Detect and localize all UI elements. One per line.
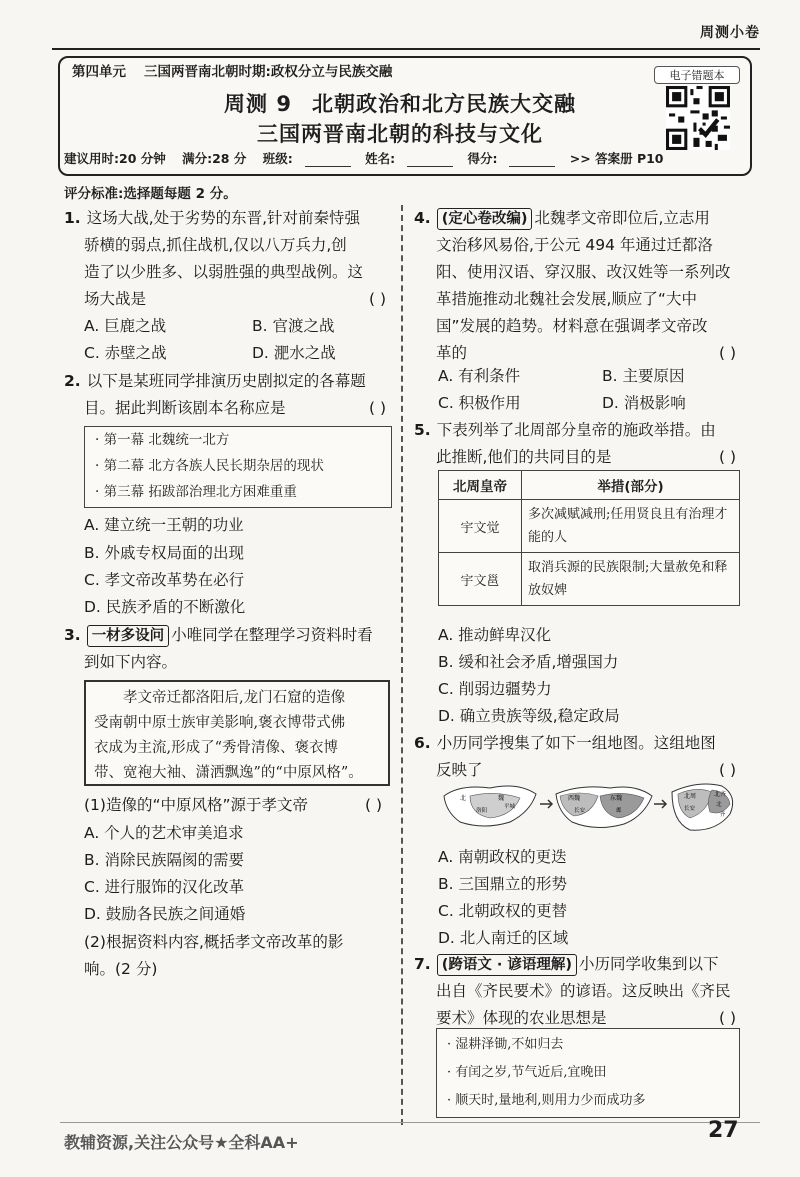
q5-option-c[interactable]: C. 削弱边疆势力 [438,680,552,698]
q4-option-a[interactable]: A. 有利条件 [438,367,521,385]
q7-line-2: 出自《齐民要术》的谚语。这反映出《齐民 [436,982,731,1000]
q3-option-a[interactable]: A. 个人的艺术审美追求 [84,824,244,842]
q1-option-c[interactable]: C. 赤壁之战 [84,344,167,362]
q7-tag: (跨语文 · 谚语理解) [437,954,577,976]
quote-line-1: 孝文帝迁都洛阳后,龙门石窟的造像 [123,690,346,706]
q2-option-b[interactable]: B. 外戚专权局面的出现 [84,544,244,562]
q4-option-d[interactable]: D. 消极影响 [602,394,686,412]
q4-tag: (定心卷改编) [437,208,533,230]
q3-option-c[interactable]: C. 进行服饰的汉化改革 [84,878,245,896]
q6-line-1: 小历同学搜集了如下一组地图。这组地图 [436,734,716,752]
page-title [150,88,650,118]
q2-option-a[interactable]: A. 建立统一王朝的功业 [84,516,244,534]
q1-line-1: 这场大战,处于劣势的东晋,针对前秦恃强 [86,209,361,227]
quote-line-4: 带、宽袍大袖、潇洒飘逸”的“中原风格”。 [94,765,363,781]
scoring-criteria: 评分标准:选择题每题 2 分。 [64,186,237,202]
q1-option-b[interactable]: B. 官渡之战 [252,317,335,335]
q4-line-5: 国”发展的趋势。材料意在强调孝文帝改 [436,317,708,335]
top-label: 周测小卷 [700,25,760,41]
table-cell-measure: 取消兵源的民族限制;大量赦免和释放奴婢 [522,553,740,606]
map-label: 北 [460,795,467,802]
q4-option-b[interactable]: B. 主要原因 [602,367,685,385]
q6-line-2: 反映了 [436,761,483,779]
q1-line-2: 骄横的弱点,抓住战机,仅以八万兵力,创 [84,236,347,254]
map-3 [672,784,733,830]
map-label: 北周 [684,793,697,800]
footer-text: 教辅资源,关注公众号★全科AA+ [64,1133,299,1152]
map-label: 西魏 [568,795,581,802]
scene-1: · 第一幕 北魏统一北方 [95,432,230,448]
q3-tag: 一材多设问 [87,625,170,647]
question-3 [64,622,394,676]
q6-option-d[interactable]: D. 北人南迁的区域 [438,929,569,947]
page-number: 27 [708,1118,739,1143]
map-label: 齐 [720,812,726,818]
q2-option-d[interactable]: D. 民族矛盾的不断激化 [84,598,246,616]
arrow-icon [540,800,552,808]
q5-table [438,470,740,606]
question-1 [64,205,394,313]
q4-line-3: 阳、使用汉语、穿汉服、改汉姓等一系列改 [436,263,731,281]
map-label: 北齐 [714,791,727,798]
table-row [439,553,740,606]
map-2 [556,787,652,828]
q5-option-b[interactable]: B. 缓和社会矛盾,增强国力 [438,653,619,671]
saying-2: · 有闰之岁,节气近后,宜晚田 [447,1065,607,1080]
map-label: 长安 [574,808,586,814]
q1-option-a[interactable]: A. 巨鹿之战 [84,317,167,335]
unit-label: 第四单元 [72,64,126,80]
q1-number: 1. [64,209,81,227]
unit-line [72,60,392,80]
q4-line-1: 北魏孝文帝即位后,立志用 [534,209,710,227]
scene-3: · 第三幕 拓跋部治理北方困难重重 [95,484,297,500]
q3-number: 3. [64,626,81,644]
question-7 [414,951,744,1032]
q2-number: 2. [64,372,81,390]
quote-line-2: 受南朝中原士族审美影响,褒衣博带式佛 [94,715,346,731]
q6-option-c[interactable]: C. 北朝政权的更替 [438,902,568,920]
map-label: 邺 [616,808,622,814]
top-rule [52,48,760,50]
meta-line [64,149,676,167]
test-number: 周测 9 [224,92,292,116]
question-2 [64,368,394,422]
q7-saying-box [436,1028,740,1118]
q5-line-1: 下表列举了北周部分皇帝的施政举措。由 [436,421,716,439]
saying-1: · 湿耕泽锄,不如归去 [447,1037,564,1052]
map-label: 东魏 [610,795,623,802]
name-label: 姓名: [365,151,396,166]
q7-number: 7. [414,955,431,973]
q2-answer-paren[interactable]: ( ) [368,399,386,417]
q3-sub-1 [84,792,390,819]
subtitle: 三国两晋南北朝的科技与文化 [257,122,543,146]
map-label: 洛阳 [476,808,488,814]
footer-rule [60,1122,760,1123]
q2-line-1: 以下是某班同学排演历史剧拟定的各幕题 [86,372,366,390]
score-label: 满分:28 分 [182,151,247,166]
scene-2: · 第二幕 北方各族人民长期杂居的现状 [95,458,324,474]
q3-line-2: 到如下内容。 [84,653,178,671]
q2-scene-box [84,426,392,508]
q6-option-a[interactable]: A. 南朝政权的更迭 [438,848,567,866]
q3-answer-paren[interactable]: ( ) [364,796,382,814]
answer-reference: >> 答案册 P10 [569,151,664,166]
q5-option-a[interactable]: A. 推动鲜卑汉化 [438,626,552,644]
qr-code-icon[interactable] [666,86,730,150]
q5-answer-paren[interactable]: ( ) [718,448,736,466]
column-divider [401,205,403,1125]
time-label: 建议用时:20 分钟 [64,151,166,166]
question-5 [414,417,744,471]
q6-number: 6. [414,734,431,752]
q1-option-d[interactable]: D. 淝水之战 [252,344,336,362]
title-line-1: 北朝政治和北方民族大交融 [311,92,576,116]
q4-line-6: 革的 [436,344,468,362]
table-row [439,500,740,553]
got-blank[interactable] [509,154,555,167]
q3-sub2-line-1: (2)根据资料内容,概括孝文帝改革的影 [84,933,344,951]
q3-sub-2 [84,929,394,983]
q5-option-d[interactable]: D. 确立贵族等级,稳定政局 [438,707,620,725]
q3-line-1: 小唯同学在整理学习资料时看 [171,626,373,644]
table-cell-emperor: 宇文邕 [439,553,522,606]
q1-line-4: 场大战是 [84,290,147,308]
class-label: 班级: [262,151,293,166]
q6-answer-paren[interactable]: ( ) [718,761,736,779]
table-header-row [439,471,740,500]
q4-option-c[interactable]: C. 积极作用 [438,394,521,412]
q3-sub1-text: (1)造像的“中原风格”源于孝文帝 [84,796,309,814]
q7-line-3: 要术》体现的农业思想是 [436,1009,607,1027]
question-4 [414,205,744,367]
name-blank[interactable] [407,154,453,167]
saying-3: · 顺天时,量地利,则用力少而成功多 [447,1093,646,1108]
table-header-emperor: 北周皇帝 [439,471,522,500]
q4-line-4: 革措施推动北魏社会发展,顺应了“大中 [436,290,697,308]
map-label: 平城 [504,804,516,810]
qr-label: 电子错题本 [654,66,740,84]
map-1 [444,786,536,826]
q3-option-b[interactable]: B. 消除民族隔阂的需要 [84,851,244,869]
q2-option-c[interactable]: C. 孝文帝改革势在必行 [84,571,245,589]
q1-answer-paren[interactable]: ( ) [368,290,386,308]
q3-option-d[interactable]: D. 鼓励各民族之间通婚 [84,905,246,923]
q1-line-3: 造了以少胜多、以弱胜强的典型战例。这 [84,263,364,281]
q4-number: 4. [414,209,431,227]
table-cell-measure: 多次减赋减刑;任用贤良且有治理才能的人 [522,500,740,553]
q3-sub2-line-2: 响。(2 分) [84,960,158,978]
map-label: 长安 [684,806,696,812]
q6-map-sequence [440,778,740,838]
class-blank[interactable] [305,154,351,167]
q6-option-b[interactable]: B. 三国鼎立的形势 [438,875,567,893]
q7-answer-paren[interactable]: ( ) [718,1009,736,1027]
map-label: 魏 [498,795,505,802]
q3-quote-box [84,680,390,786]
table-cell-emperor: 宇文觉 [439,500,522,553]
q2-line-2: 目。据此判断该剧本名称应是 [84,399,286,417]
table-header-measures: 举措(部分) [522,471,740,500]
q5-number: 5. [414,421,431,439]
q5-line-2: 此推断,他们的共同目的是 [436,448,612,466]
map-label: 北 [716,802,722,808]
q4-answer-paren[interactable]: ( ) [718,344,736,362]
quote-line-3: 衣成为主流,形成了“秀骨清像、褒衣博 [94,740,339,756]
arrow-icon [654,800,666,808]
unit-title: 三国两晋南北朝时期:政权分立与民族交融 [144,64,393,80]
question-6 [414,730,744,784]
got-label: 得分: [467,151,498,166]
q4-line-2: 文治移风易俗,于公元 494 年通过迁都洛 [436,236,713,254]
q7-line-1: 小历同学收集到以下 [579,955,719,973]
